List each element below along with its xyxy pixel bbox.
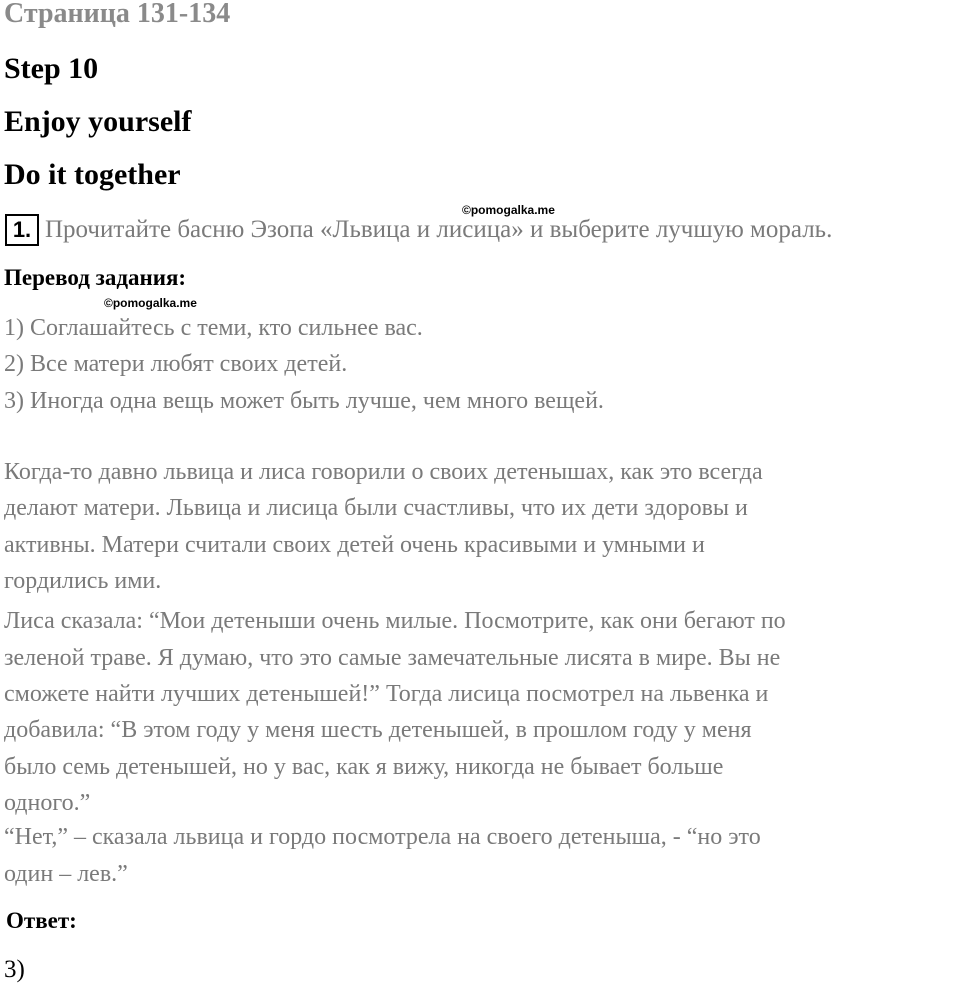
task-number-box: 1. (5, 214, 39, 246)
story-line: один – лев.” (4, 861, 128, 887)
story-line: зеленой траве. Я думаю, что это самые замечательные лисята в мире. Вы не (4, 645, 781, 671)
page-title: Страница 131-134 (4, 0, 231, 29)
story-line: одного.” (4, 790, 91, 816)
subsection-heading: Do it together (4, 158, 181, 191)
story-line: было семь детенышей, но у вас, как я вижу, никогда не бывает больше (4, 754, 724, 780)
story-line: гордились ими. (4, 568, 162, 594)
story-line: активны. Матери считали своих детей очень красивыми и умными и (4, 532, 705, 558)
watermark: ©pomogalka.me (462, 203, 555, 217)
moral-option: 3) Иногда одна вещь может быть лучше, чем много вещей. (4, 388, 604, 414)
story-line: Когда-то давно львица и лиса говорили о своих детенышах, как это всегда (4, 459, 763, 485)
moral-option: 2) Все матери любят своих детей. (4, 351, 348, 377)
story-line: “Нет,” – сказала львица и гордо посмотрела на своего детеныша, - “но это (4, 824, 761, 850)
step-heading: Step 10 (4, 52, 99, 85)
answer-value: 3) (4, 956, 25, 983)
story-line: сможете найти лучших детенышей!” Тогда лисица посмотрел на львенка и (4, 681, 769, 707)
watermark: ©pomogalka.me (104, 296, 197, 310)
story-line: делают матери. Львица и лисица были счастливы, что их дети здоровы и (4, 495, 748, 521)
task-text: Прочитайте басню Эзопа «Львица и лисица» и выберите лучшую мораль. (45, 216, 833, 243)
story-line: Лиса сказала: “Мои детеныши очень милые. Посмотрите, как они бегают по (4, 608, 786, 634)
story-line: добавила: “В этом году у меня шесть детенышей, в прошлом году у меня (4, 717, 752, 743)
answer-heading: Ответ: (6, 908, 77, 933)
moral-option: 1) Соглашайтесь с теми, кто сильнее вас. (4, 315, 423, 341)
section-heading: Enjoy yourself (4, 105, 192, 138)
translation-heading: Перевод задания: (4, 265, 187, 290)
